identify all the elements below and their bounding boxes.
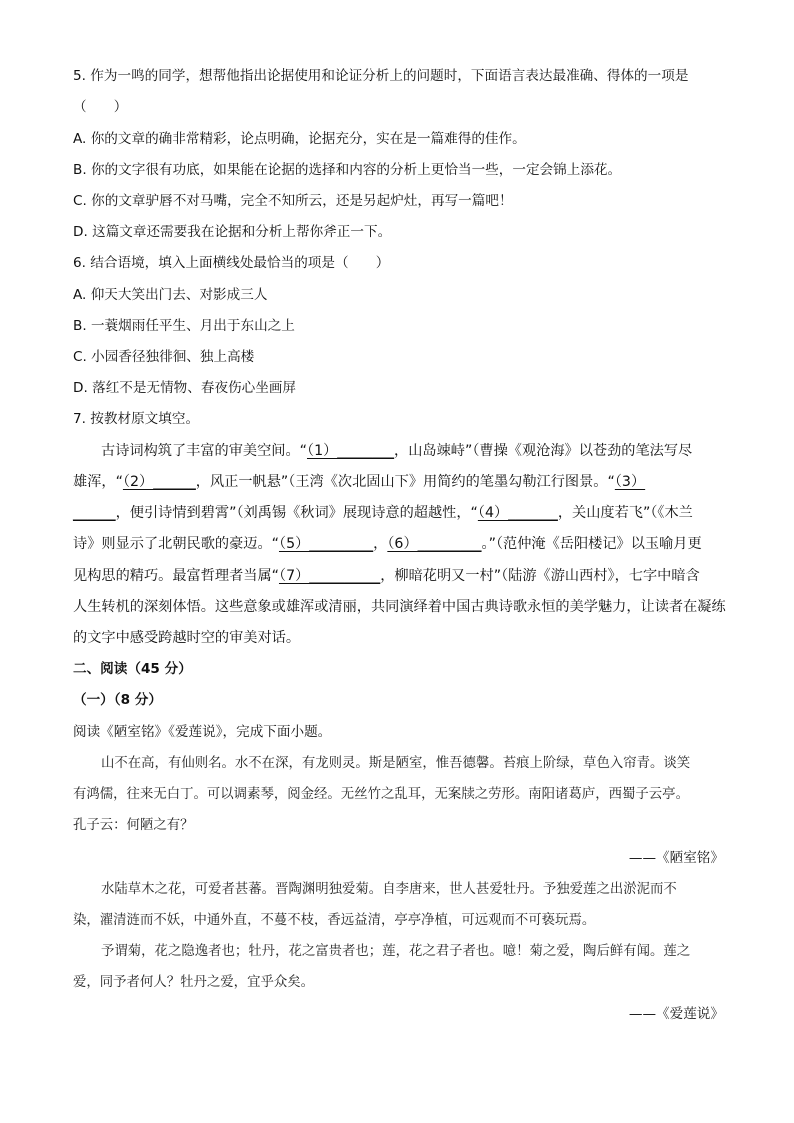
q6-option-b: B. 一蓑烟雨任平生、月出于东山之上 <box>73 318 295 334</box>
q7-paragraph-line: 人生转机的深刻体悟。这些意象或雄浑或清丽，共同演绎着中国古典诗歌永恒的美学魅力，让读者在凝练 <box>73 599 726 615</box>
section-part-heading: （一）（8 分） <box>73 692 162 708</box>
q7-paragraph-line: 雄浑，“（2）______，风正一帆悬”（王湾《次北固山下》用简约的笔墨勾勒江行图景。“（3） <box>73 474 646 490</box>
q5-answer-paren: （ ） <box>73 99 128 115</box>
q5-option-b: B. 你的文字很有功底，如果能在论据的选择和内容的分析上更恰当一些，一定会锦上添花。 <box>73 162 622 178</box>
passage-line: 予谓菊，花之隐逸者也；牡丹，花之富贵者也；莲，花之君子者也。噫！菊之爱，陶后鲜有闻。莲之 <box>101 944 691 959</box>
passage-line: 山不在高，有仙则名。水不在深，有龙则灵。斯是陋室，惟吾德馨。苔痕上阶绿，草色入帘青。谈笑 <box>101 756 691 771</box>
fill-blank-6[interactable]: （6）_________ <box>387 536 482 552</box>
q5-stem: 5. 作为一鸣的同学，想帮他指出论据使用和论证分析上的问题时，下面语言表达最准确、得体的一项是 <box>73 68 689 84</box>
q7-paragraph-line: 见构思的精巧。最富哲理者当属“（7）__________，柳暗花明又一村”（陆游《游山西村》，七字中暗含 <box>73 568 700 584</box>
reading-instruction: 阅读《陋室铭》《爱莲说》，完成下面小题。 <box>73 724 332 740</box>
q7-stem: 7. 按教材原文填空。 <box>73 411 200 427</box>
q6-option-c: C. 小园香径独徘徊、独上高楼 <box>73 349 255 365</box>
passage-line: 水陆草木之花，可爱者甚蕃。晋陶渊明独爱菊。自李唐来，世人甚爱牡丹。予独爱莲之出淤泥而不 <box>101 882 677 897</box>
fill-blank-3[interactable]: （3） <box>614 474 646 490</box>
fill-blank-1[interactable]: （1）________ <box>306 443 395 459</box>
q7-paragraph-line: 的文字中感受跨越时空的审美对话。 <box>73 630 301 646</box>
section-heading: 二、阅读（45 分） <box>73 661 192 677</box>
fill-blank-7[interactable]: （7）__________ <box>278 568 381 584</box>
q5-option-a: A. 你的文章的确非常精彩，论点明确，论据充分，实在是一篇难得的佳作。 <box>73 131 526 147</box>
fill-blank-4[interactable]: （4）_______ <box>477 505 558 521</box>
passage-line: 爱，同予者何人？牡丹之爱，宜乎众矣。 <box>73 975 315 990</box>
passage-source: ——《爱莲说》 <box>628 1006 724 1022</box>
q5-option-c: C. 你的文章驴唇不对马嘴，完全不知所云，还是另起炉灶，再写一篇吧！ <box>73 193 513 209</box>
passage-line: 染，濯清涟而不妖，中通外直，不蔓不枝，香远益清，亭亭净植，可远观而不可亵玩焉。 <box>73 913 596 928</box>
passage-source: ——《陋室铭》 <box>628 850 724 866</box>
q7-paragraph-line: ______，便引诗情到碧霄”（刘禹锡《秋词》展现诗意的超越性，“（4）_______，关山度若飞”（《木兰 <box>73 505 693 521</box>
fill-blank-2[interactable]: （2）______ <box>122 474 196 490</box>
passage-line: 有鸿儒，往来无白丁。可以调素琴，阅金经。无丝竹之乱耳，无案牍之劳形。南阳诸葛庐，西蜀子云亭。 <box>73 787 689 802</box>
q6-stem: 6. 结合语境，填入上面横线处最恰当的项是（ ） <box>73 255 390 271</box>
fill-blank-3-cont[interactable]: ______ <box>73 505 116 521</box>
passage-line: 孔子云：何陋之有？ <box>73 818 194 833</box>
q7-paragraph-line: 诗》则显示了北朝民歌的豪迈。“（5）_________，（6）_________。”（范仲淹《岳阳楼记》以玉喻月更 <box>73 536 702 552</box>
q6-option-a: A. 仰天大笑出门去、对影成三人 <box>73 287 268 303</box>
q7-paragraph-line: 古诗词构筑了丰富的审美空间。“（1）________，山岛竦峙”（曹操《观沧海》以苍劲的笔法写尽 <box>101 443 693 459</box>
q6-option-d: D. 落红不是无情物、春夜伤心坐画屏 <box>73 380 297 396</box>
q5-option-d: D. 这篇文章还需要我在论据和分析上帮你斧正一下。 <box>73 224 392 240</box>
fill-blank-5[interactable]: （5）_________ <box>278 536 374 552</box>
